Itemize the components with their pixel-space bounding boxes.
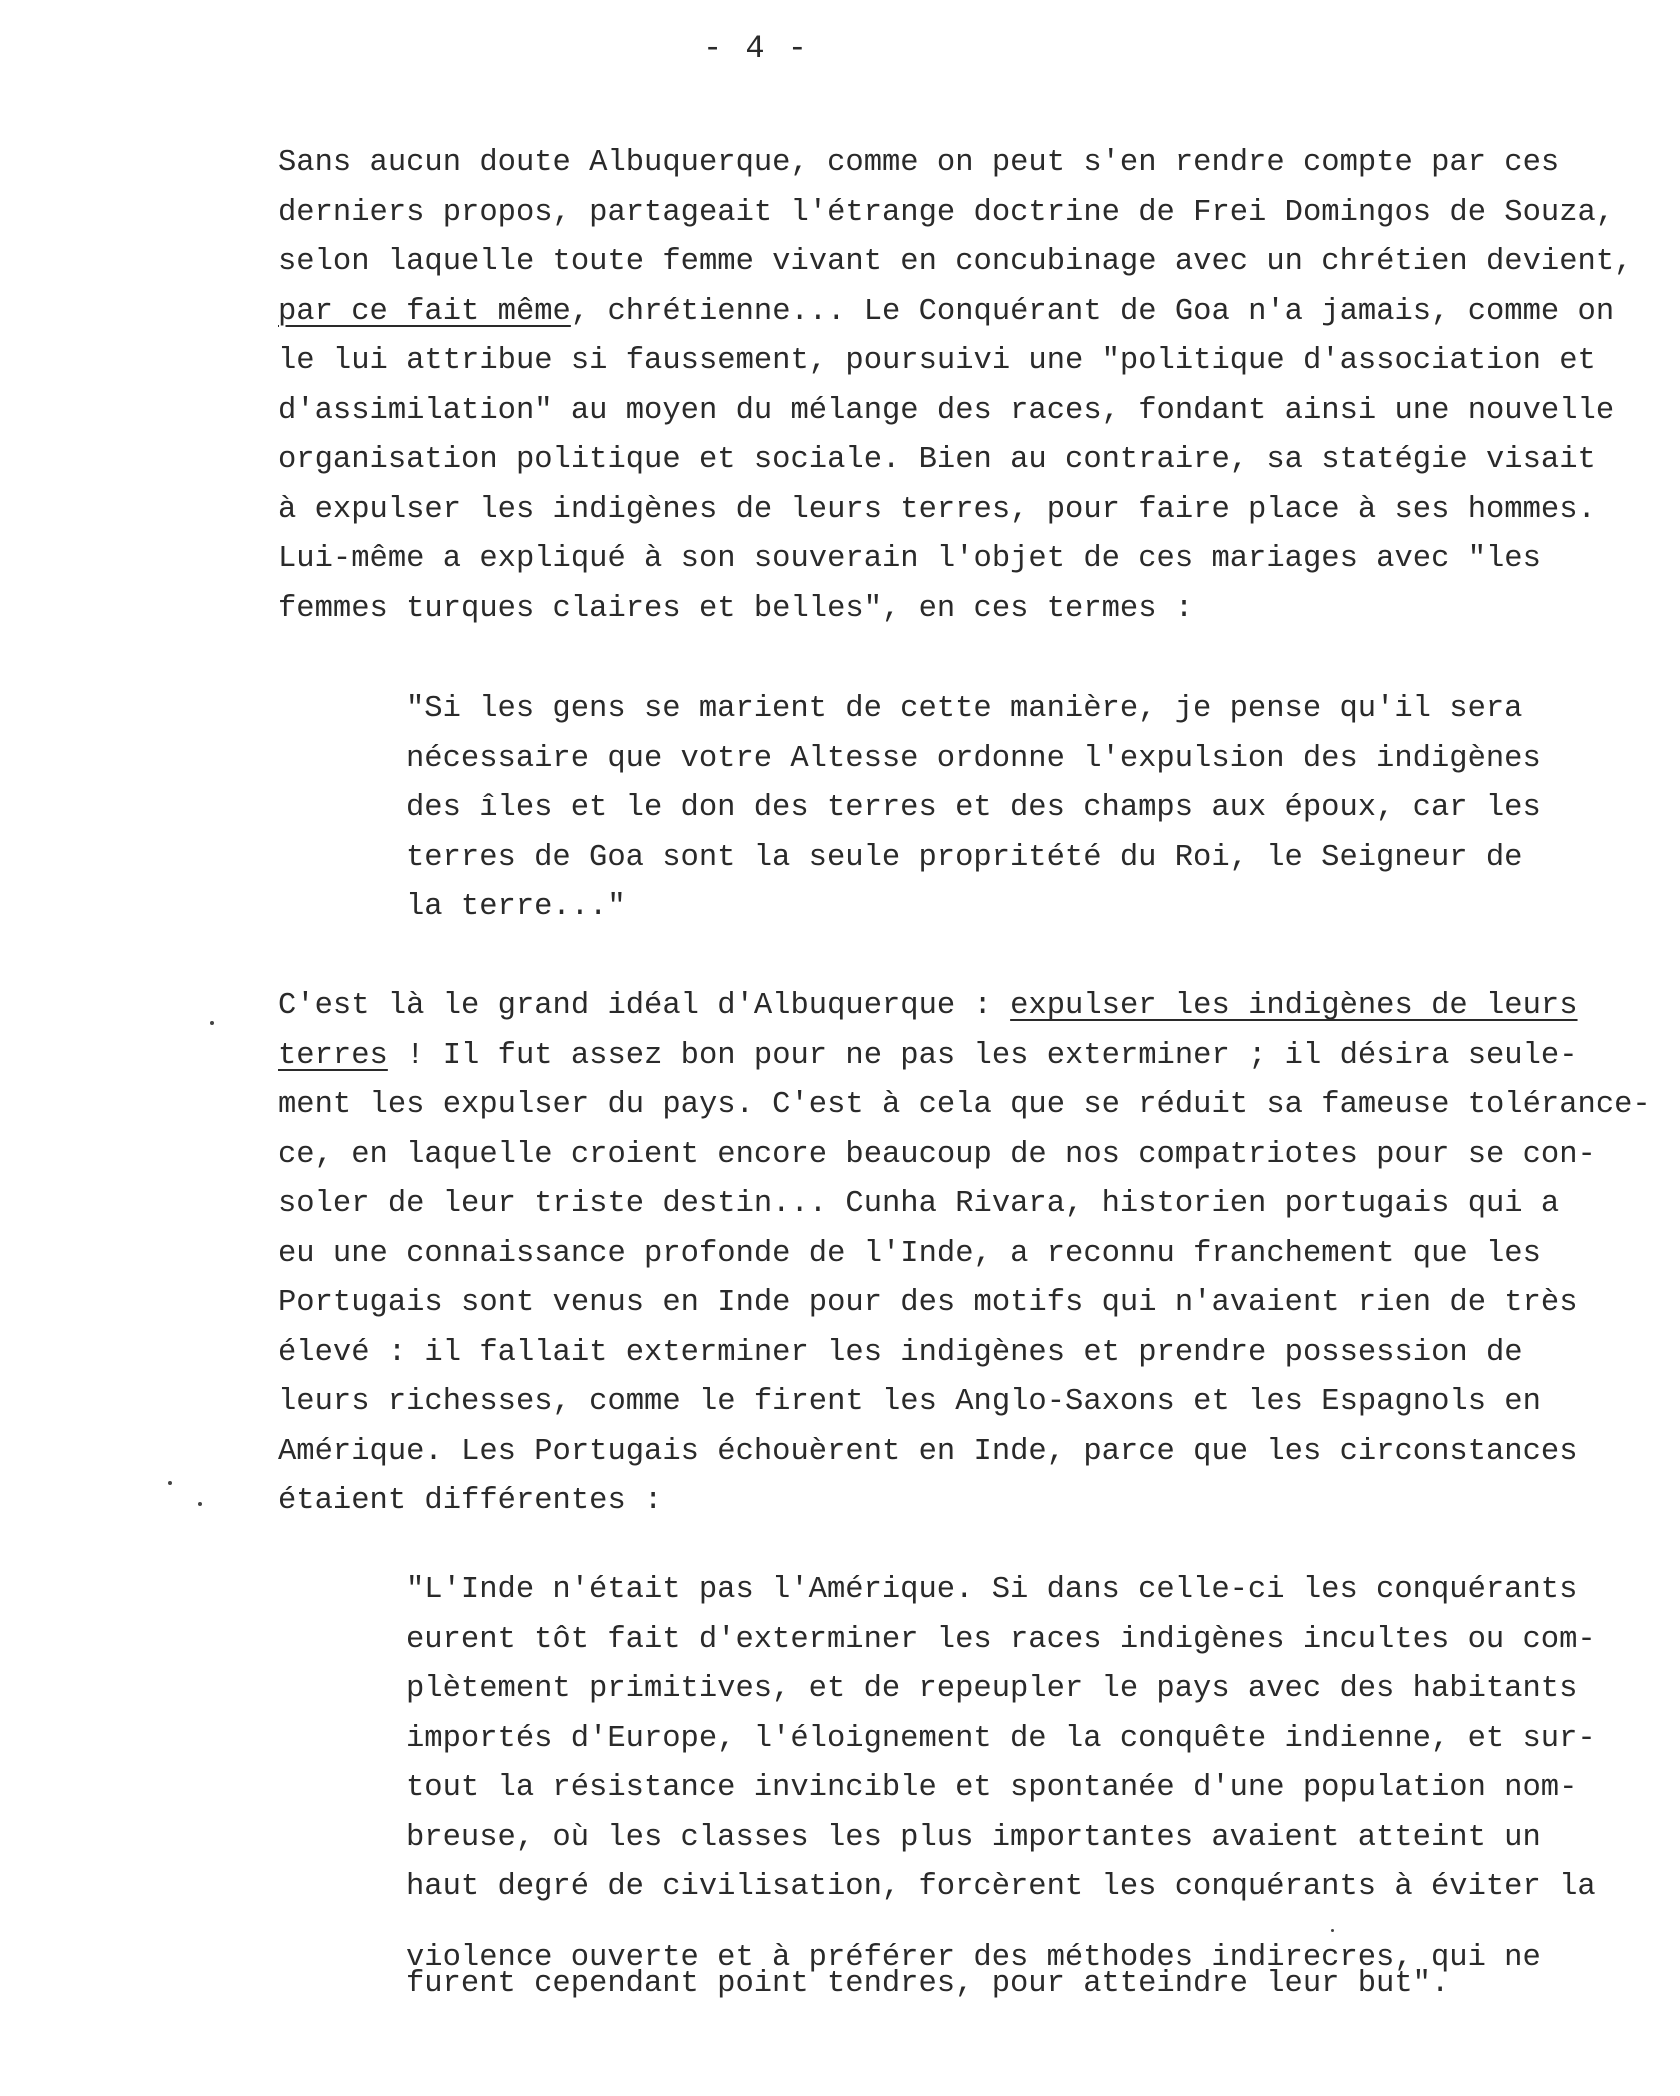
quote-line: haut degré de civilisation, forcèrent les conquérants à éviter la bbox=[406, 1870, 1596, 1904]
text-line bbox=[278, 288, 1632, 338]
text-fragment: C'est là le grand idéal d'Albuquerque : bbox=[278, 989, 1011, 1023]
text-line: étaient différentes : bbox=[278, 1484, 663, 1518]
text-line: soler de leur triste destin... Cunha Rivara, historien portugais qui a bbox=[278, 1187, 1560, 1221]
text-line: Sans aucun doute Albuquerque, comme on peut s'en rendre compte par ces bbox=[278, 146, 1560, 180]
text-line: Lui-même a expliqué à son souverain l'objet de ces mariages avec "les bbox=[278, 542, 1541, 576]
text-line bbox=[278, 1032, 1651, 1082]
paragraph-2 bbox=[278, 982, 1651, 1527]
scan-speck bbox=[210, 1021, 214, 1025]
text-line: derniers propos, partageait l'étrange doctrine de Frei Domingos de Souza, bbox=[278, 195, 1615, 230]
scan-speck bbox=[1331, 1929, 1334, 1932]
text-line: eu une connaissance profonde de l'Inde, a reconnu franchement que les bbox=[278, 1236, 1541, 1271]
text-line: leurs richesses, comme le firent les Anglo-Saxons et les Espagnols en bbox=[278, 1385, 1541, 1419]
underlined-phrase: par ce fait même bbox=[278, 294, 571, 329]
quote-line: breuse, où les classes les plus importantes avaient atteint un bbox=[406, 1820, 1541, 1855]
quote-line: "Si les gens se marient de cette manière, je pense qu'il sera bbox=[406, 692, 1523, 726]
quote-line: eurent tôt fait d'exterminer les races indigènes incultes ou com- bbox=[406, 1622, 1596, 1657]
text-fragment: , chrétienne... Le Conquérant de Goa n'a jamais, comme on bbox=[570, 294, 1615, 329]
text-line: le lui attribue si faussement, poursuivi une "politique d'association et bbox=[278, 344, 1596, 378]
quote-line: "L'Inde n'était pas l'Amérique. Si dans celle-ci les conquérants bbox=[406, 1573, 1578, 1607]
text-line: Portugais sont venus en Inde pour des motifs qui n'avaient rien de très bbox=[278, 1286, 1578, 1320]
quote-line: terres de Goa sont la seule propritété du Roi, le Seigneur de bbox=[406, 840, 1523, 875]
quote-line: plètement primitives, et de repeupler le pays avec des habitants bbox=[406, 1672, 1578, 1706]
quote-line: importés d'Europe, l'éloignement de la conquête indienne, et sur- bbox=[406, 1721, 1596, 1756]
text-line: selon laquelle toute femme vivant en concubinage avec un chrétien devient, bbox=[278, 245, 1633, 279]
text-line: élevé : il fallait exterminer les indigènes et prendre possession de bbox=[278, 1335, 1523, 1370]
text-line: ce, en laquelle croient encore beaucoup de nos compatriotes pour se con- bbox=[278, 1137, 1596, 1172]
text-line: ment les expulser du pays. C'est à cela que se réduit sa fameuse tolérance- bbox=[278, 1088, 1651, 1122]
text-line: d'assimilation" au moyen du mélange des races, fondant ainsi une nouvelle bbox=[278, 393, 1615, 428]
quote-2 bbox=[406, 1566, 1596, 1913]
underlined-phrase: terres bbox=[278, 1038, 388, 1073]
quote-1 bbox=[406, 685, 1541, 933]
text-line: organisation politique et sociale. Bien au contraire, sa statégie visait bbox=[278, 443, 1596, 477]
text-line: à expulser les indigènes de leurs terres, pour faire place à ses hommes. bbox=[278, 492, 1596, 527]
text-fragment: ! Il fut assez bon pour ne pas les exterminer ; il désira seule- bbox=[387, 1038, 1578, 1073]
quote-line: nécessaire que votre Altesse ordonne l'expulsion des indigènes bbox=[406, 741, 1541, 776]
quote-line: des îles et le don des terres et des champs aux époux, car les bbox=[406, 791, 1541, 825]
page-number: - 4 - bbox=[702, 30, 809, 67]
paragraph-1 bbox=[278, 139, 1632, 634]
underlined-phrase: expulser les indigènes de leurs bbox=[1010, 989, 1578, 1023]
quote-line: violence ouverte et à préférer des méthodes indirecres, qui ne bbox=[406, 1941, 1541, 1975]
quote-line: la terre..." bbox=[406, 890, 626, 924]
scan-speck bbox=[198, 1502, 202, 1506]
text-line bbox=[278, 982, 1651, 1032]
quote-line: tout la résistance invincible et spontanée d'une population nom- bbox=[406, 1771, 1578, 1805]
quote-2-tail bbox=[406, 1941, 1541, 2001]
quote-line: furent cependant point tendres, pour atteindre leur but". bbox=[406, 1967, 1450, 2001]
scan-speck bbox=[168, 1481, 172, 1485]
text-line: Amérique. Les Portugais échouèrent en Inde, parce que les circonstances bbox=[278, 1434, 1578, 1469]
text-line: femmes turques claires et belles", en ces termes : bbox=[278, 591, 1194, 626]
